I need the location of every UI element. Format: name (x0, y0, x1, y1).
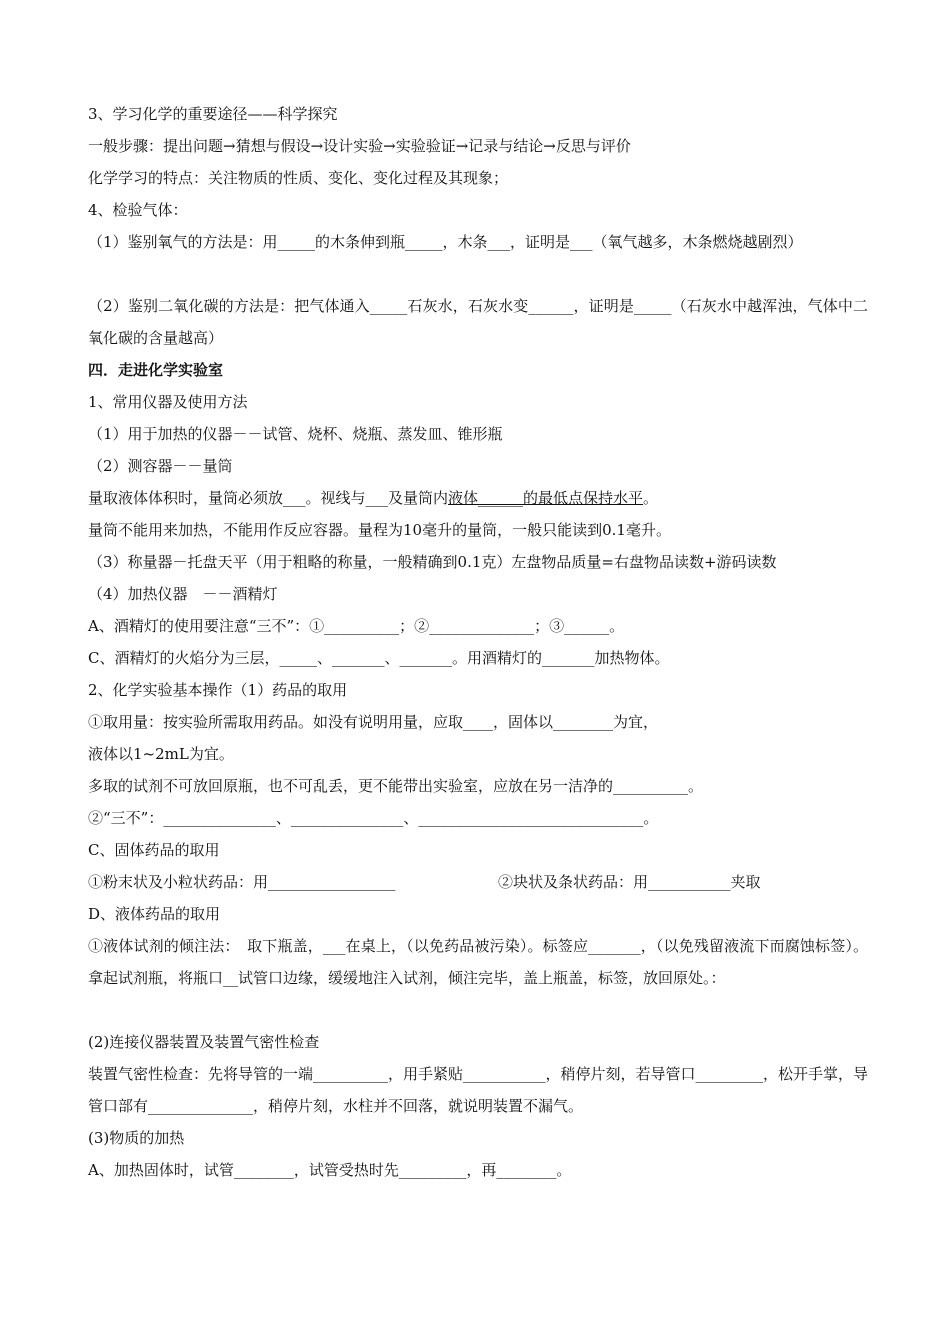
oxygen-test-question: （1）鉴别氧气的方法是：用_____的木条伸到瓶_____，木条___，证明是___（氧气越多，木条燃烧越剧烈） (88, 233, 803, 251)
solid-heading: C、固体药品的取用 (88, 841, 220, 859)
operations-heading: 2、化学实验基本操作（1）药品的取用 (88, 681, 348, 699)
balance-note: （3）称量器－托盘天平（用于粗略的称量，一般精确到0.1克）左盘物品质量=右盘物品读数+游码读数 (88, 553, 777, 571)
instruments-heading: 1、常用仪器及使用方法 (88, 393, 248, 411)
airtightness-heading: (2)连接仪器装置及装置气密性检查 (88, 1033, 320, 1051)
alcohol-lamp-heading: （4）加热仪器 －－酒精灯 (88, 585, 278, 603)
powder-question: ①粉末状及小粒状药品：用_________________ (88, 873, 396, 891)
chapter-4-heading: 四．走进化学实验室 (88, 361, 224, 379)
inquiry-steps: 一般步骤：提出问题→猜想与假设→设计实验→实验验证→记录与结论→反思与评价 (88, 137, 631, 155)
liquid-heading: D、液体药品的取用 (88, 905, 221, 923)
block-question: ②块状及条状药品：用___________夹取 (498, 873, 761, 891)
co2-test-question: （2）鉴别二氧化碳的方法是：把气体通入_____石灰水，石灰水变______，证明是_____（石灰水中越浑浊，气体中二氧化碳的含量越高） (88, 297, 868, 347)
section-3-heading: 3、学习化学的重要途径——科学探究 (88, 105, 338, 123)
liquid-amount: 液体以1~2mL为宜。 (88, 745, 234, 763)
solid-question-row (88, 872, 868, 892)
cylinder-reading-question (88, 488, 868, 508)
cylinder-reading-text: 量取液体体积时，量筒必须放___。视线与___及量筒内 (88, 489, 449, 507)
measuring-instruments: （2）测容器－－量筒 (88, 457, 233, 475)
learning-features: 化学学习的特点：关注物质的性质、变化、变化过程及其现象； (88, 169, 509, 187)
cylinder-reading-end: 。 (643, 489, 659, 507)
section-4-heading: 4、检验气体： (88, 201, 188, 219)
three-nots-question: ②“三不”：_______________、_______________、______________________________。 (88, 809, 659, 827)
cylinder-reading-underlined: 液体______的最低点保持水平 (448, 489, 644, 507)
flame-layers-question: C、酒精灯的火焰分为三层，_____、_______、_______。用酒精灯的_______加热物体。 (88, 649, 670, 667)
cylinder-note: 量筒不能用来加热，不能用作反应容器。量程为10毫升的量筒，一般只能读到0.1毫升。 (88, 521, 671, 539)
heating-heading: (3)物质的加热 (88, 1129, 185, 1147)
solid-heating-question: A、加热固体时，试管________，试管受热时先_________，再________。 (88, 1161, 572, 1179)
alcohol-lamp-rules: A、酒精灯的使用要注意“三不”：①__________；②______________；③______。 (88, 617, 625, 635)
heating-instruments: （1）用于加热的仪器－－试管、烧杯、烧瓶、蒸发皿、锥形瓶 (88, 425, 503, 443)
pouring-method-question: ①液体试剂的倾注法： 取下瓶盖，___在桌上，（以免药品被污染）。标签应_______，（以免残留液流下而腐蚀标签）。拿起试剂瓶，将瓶口__试管口边缘，缓缓地注入试剂，倾注完毕，盖上瓶盖，标签，放回原处。： (88, 937, 868, 987)
amount-question: ①取用量：按实验所需取用药品。如没有说明用量，应取____，固体以________为宜， (88, 713, 659, 731)
excess-reagent-question: 多取的试剂不可放回原瓶，也不可乱丢，更不能带出实验室，应放在另一洁净的__________。 (88, 777, 704, 795)
airtightness-question: 装置气密性检查：先将导管的一端__________，用手紧贴___________，稍停片刻，若导管口_________，松开手掌，导管口部有______________，稍停片刻，水柱并不回落，就说明装置不漏气。 (88, 1065, 869, 1115)
